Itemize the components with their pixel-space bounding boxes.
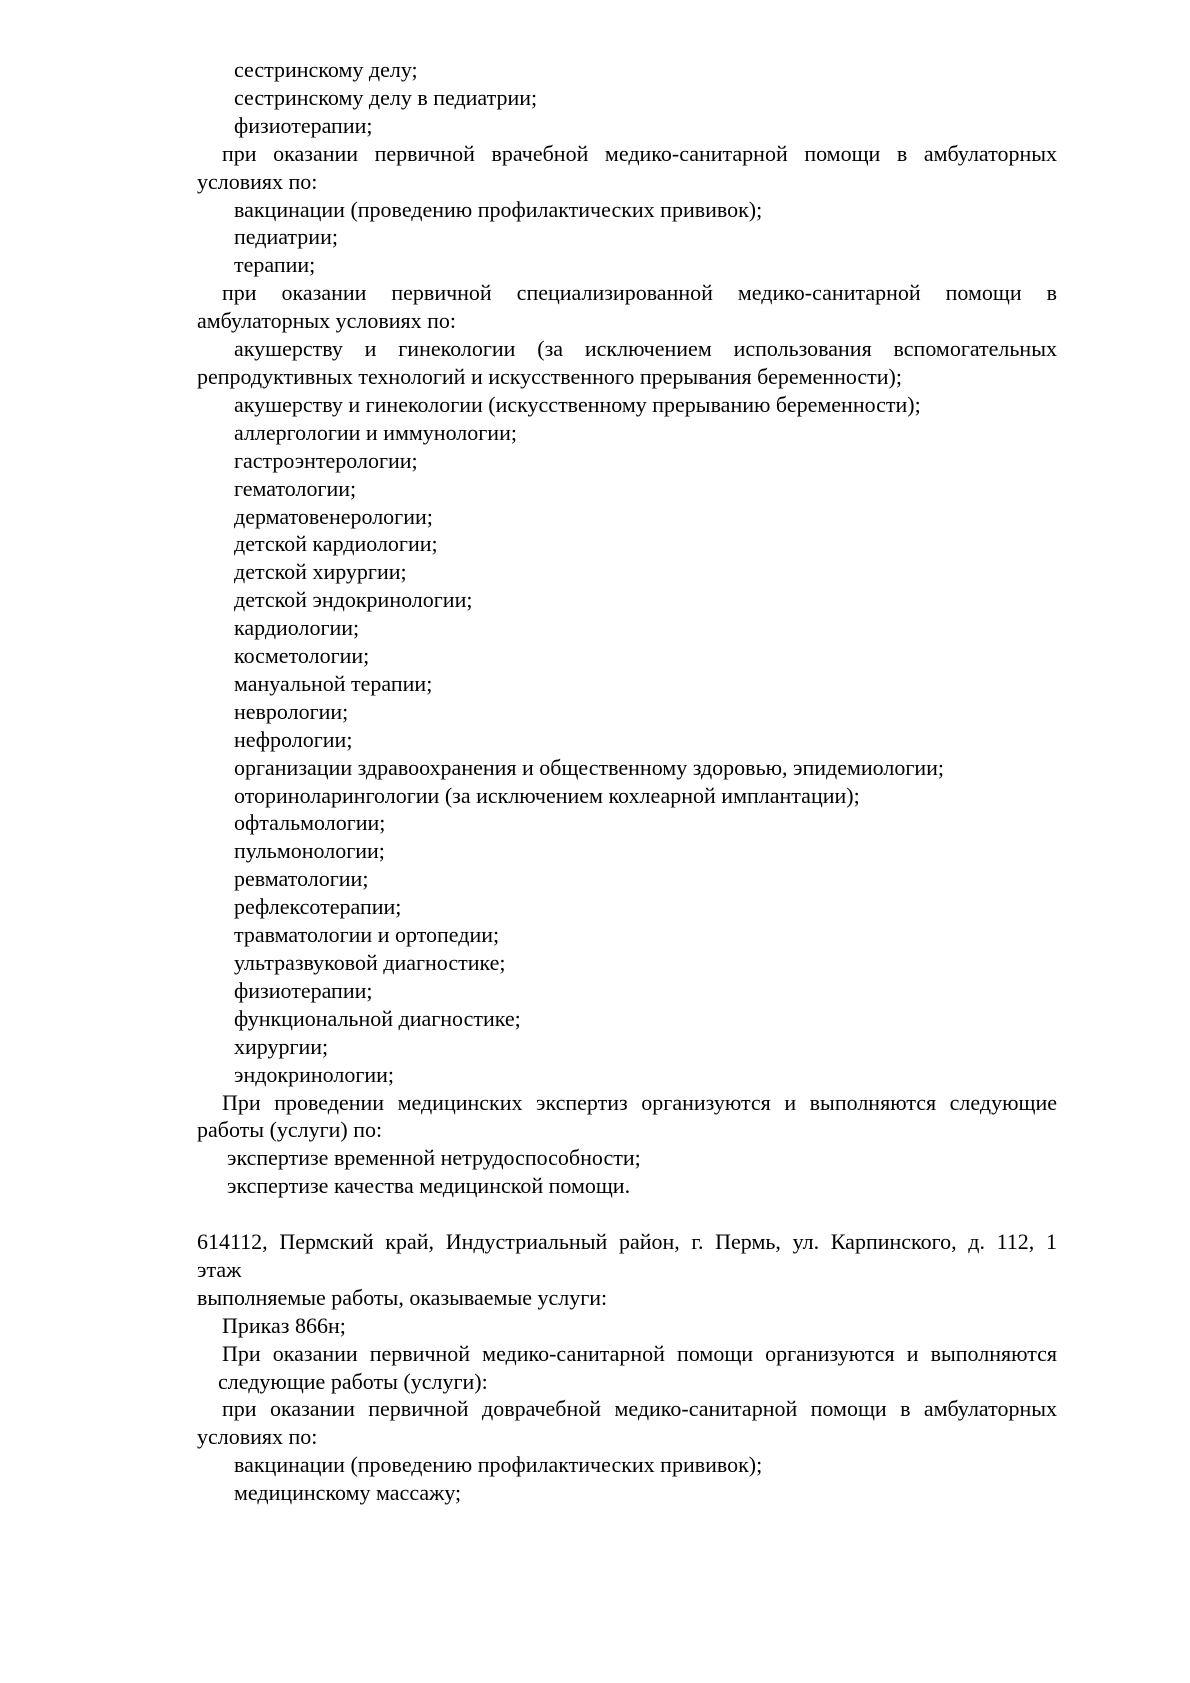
- document-line: травматологии и ортопедии;: [234, 922, 500, 948]
- document-line: работы (услуги) по:: [197, 1117, 383, 1143]
- document-line: экспертизе временной нетрудоспособности;: [227, 1145, 641, 1171]
- document-line: акушерству и гинекологии (искусственному прерыванию беременности);: [234, 391, 921, 417]
- document-line: при оказании первичной специализированной медико-санитарной помощи в: [222, 280, 1057, 306]
- document-line: амбулаторных условиях по:: [197, 308, 457, 334]
- document-line: при оказании первичной доврачебной медико-санитарной помощи в амбулаторных: [222, 1396, 1057, 1422]
- document-line: Приказ 866н;: [222, 1312, 346, 1338]
- document-line: При оказании первичной медико-санитарной помощи организуются и выполняются: [222, 1340, 1057, 1366]
- document-line: организации здравоохранения и общественному здоровью, эпидемиологии;: [234, 754, 945, 780]
- document-line: ревматологии;: [234, 866, 369, 892]
- document-line: рефлексотерапии;: [234, 894, 402, 920]
- document-line: этаж: [197, 1256, 242, 1282]
- document-line: акушерству и гинекологии (за исключением использования вспомогательных: [234, 336, 1057, 362]
- document-line: педиатрии;: [234, 224, 338, 250]
- document-line: неврологии;: [234, 698, 349, 724]
- document-line: экспертизе качества медицинской помощи.: [227, 1173, 631, 1199]
- document-line: эндокринологии;: [234, 1061, 395, 1087]
- document-line: мануальной терапии;: [234, 670, 433, 696]
- document-line: ультразвуковой диагностике;: [234, 950, 506, 975]
- document-line: сестринскому делу в педиатрии;: [234, 84, 538, 110]
- document-line: физиотерапии;: [234, 112, 373, 138]
- document-line: косметологии;: [234, 643, 370, 669]
- document-line: условиях по:: [197, 1424, 318, 1450]
- document-line: При проведении медицинских экспертиз организуются и выполняются следующие: [222, 1089, 1057, 1115]
- document-line: репродуктивных технологий и искусственного прерывания беременности);: [197, 363, 902, 389]
- document-line: вакцинации (проведению профилактических прививок);: [234, 196, 763, 222]
- document-line: терапии;: [234, 252, 316, 278]
- document-line: следующие работы (услуги):: [218, 1368, 488, 1394]
- document-line: выполняемые работы, оказываемые услуги:: [197, 1284, 608, 1310]
- document-line: пульмонологии;: [234, 838, 385, 864]
- blank-line: [197, 1200, 1057, 1228]
- document-line: гематологии;: [234, 475, 357, 501]
- document-line: кардиологии;: [234, 615, 360, 641]
- document-line: аллергологии и иммунологии;: [234, 419, 517, 445]
- document-line: физиотерапии;: [234, 977, 373, 1003]
- document-line: медицинскому массажу;: [234, 1480, 462, 1506]
- document-line: сестринскому делу;: [234, 57, 418, 82]
- document-line: гастроэнтерологии;: [234, 447, 418, 473]
- document-line: дерматовенерологии;: [234, 503, 433, 529]
- document-line: вакцинации (проведению профилактических прививок);: [234, 1452, 763, 1478]
- document-line: детской эндокринологии;: [234, 587, 473, 613]
- document-line: офтальмологии;: [234, 810, 386, 836]
- document-line: детской кардиологии;: [234, 531, 438, 557]
- document-body: [197, 56, 1057, 1507]
- document-line: функциональной диагностике;: [234, 1005, 521, 1031]
- document-line: детской хирургии;: [234, 559, 407, 585]
- document-line: 614112, Пермский край, Индустриальный район, г. Пермь, ул. Карпинского, д. 112, 1: [197, 1229, 1057, 1255]
- document-line: оториноларингологии (за исключением кохлеарной имплантации);: [234, 782, 860, 808]
- document-line: условиях по:: [197, 168, 318, 194]
- document-line: хирургии;: [234, 1033, 329, 1059]
- document-line: при оказании первичной врачебной медико-санитарной помощи в амбулаторных: [222, 140, 1057, 166]
- document-line: нефрологии;: [234, 726, 353, 752]
